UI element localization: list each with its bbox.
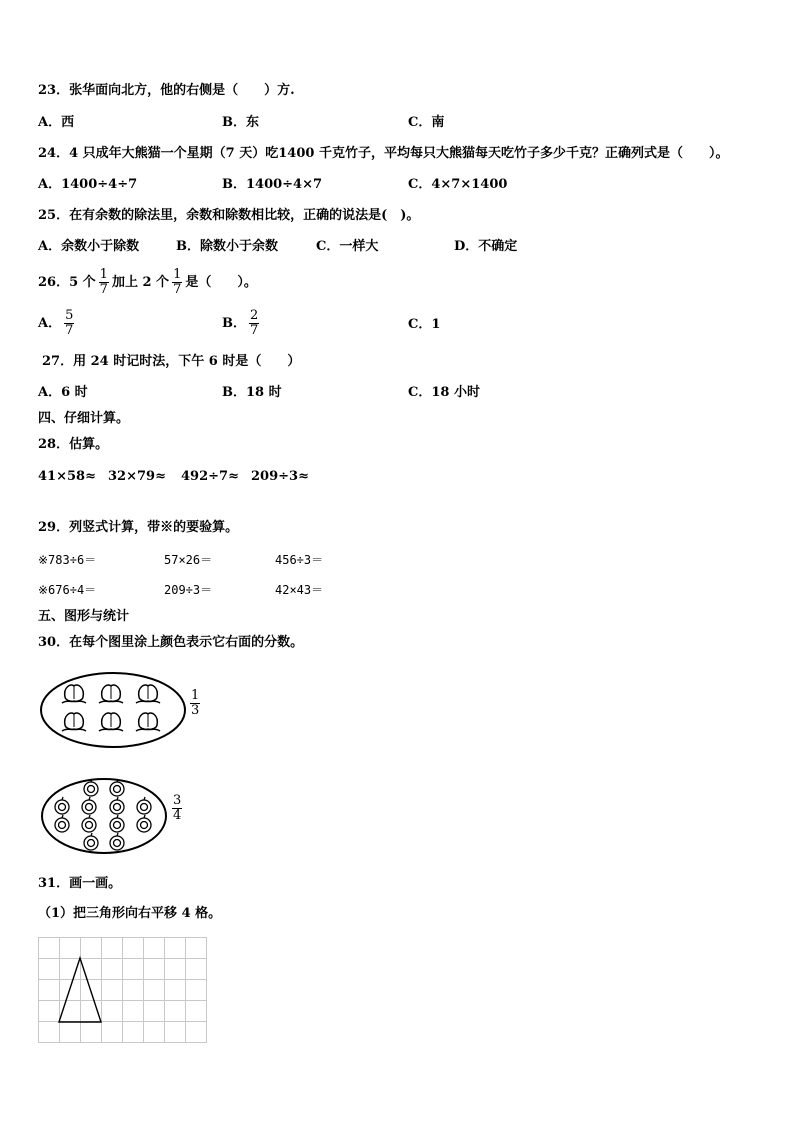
q26-option-a-denominator: 7 xyxy=(65,323,74,338)
q25-stem: 25．在有余数的除法里，余数和除数相比较，正确的说法是( )。 xyxy=(38,208,420,223)
q30-fraction-1 xyxy=(187,689,203,718)
peach-icon[interactable] xyxy=(62,713,86,731)
q26-stem-part-a: 26．5 个 xyxy=(38,275,96,290)
q26-fraction-2-numerator: 1 xyxy=(173,267,182,282)
apple-icon[interactable] xyxy=(110,797,124,814)
apple-icon[interactable] xyxy=(110,833,124,850)
q30-fraction-1-denominator: 3 xyxy=(191,703,200,718)
q24-option-b[interactable]: B．1400÷4×7 xyxy=(222,177,323,192)
q29-item: 57×26＝ xyxy=(164,553,213,567)
q30-fraction-2-denominator: 4 xyxy=(173,808,182,823)
q28-item: 32×79≈ xyxy=(108,469,166,484)
q29-item: 209÷3＝ xyxy=(164,583,213,597)
q26-stem-part-c: 是（ ）。 xyxy=(185,275,257,290)
apple-icon[interactable] xyxy=(110,779,124,796)
q26-option-b-denominator: 7 xyxy=(250,323,259,338)
q31-sub1: （1）把三角形向右平移 4 格。 xyxy=(38,906,222,921)
q26-option-a-fraction xyxy=(64,309,74,338)
q25-option-d[interactable]: D．不确定 xyxy=(454,239,518,254)
q30-fraction-1-numerator: 1 xyxy=(191,688,200,703)
apple-icon[interactable] xyxy=(55,815,69,832)
apple-icon[interactable] xyxy=(84,779,98,796)
q26-fraction-1-numerator: 1 xyxy=(99,267,108,282)
q26-option-b-numerator: 2 xyxy=(250,308,259,323)
apple-icon[interactable] xyxy=(137,815,151,832)
q29-item: ※783÷6＝ xyxy=(38,553,97,567)
apple-oval-figure[interactable] xyxy=(40,774,170,858)
section-5-heading: 五、图形与统计 xyxy=(38,609,130,624)
peach-icon[interactable] xyxy=(62,685,86,703)
peach-icon[interactable] xyxy=(99,685,123,703)
q26-option-b[interactable] xyxy=(222,307,262,341)
q24-option-c[interactable]: C．4×7×1400 xyxy=(408,177,508,192)
q23-option-b[interactable]: B．东 xyxy=(222,115,259,130)
drawing-grid[interactable] xyxy=(38,937,208,1045)
q25-option-b[interactable]: B．除数小于余数 xyxy=(176,239,278,254)
q27-option-b[interactable]: B．18 时 xyxy=(222,385,282,400)
q25-option-a[interactable]: A．余数小于除数 xyxy=(38,239,140,254)
section-4-heading: 四、仔细计算。 xyxy=(38,411,130,426)
apple-icon[interactable] xyxy=(55,797,69,814)
q26-option-b-label: B． xyxy=(222,316,246,331)
q23-option-a[interactable]: A．西 xyxy=(38,115,75,130)
q27-option-a[interactable]: A．6 时 xyxy=(38,385,88,400)
q29-item: 456÷3＝ xyxy=(275,553,324,567)
q28-item: 41×58≈ xyxy=(38,469,96,484)
q23-stem: 23．张华面向北方，他的右侧是（ ）方. xyxy=(38,83,295,98)
q29-item: 42×43＝ xyxy=(275,583,324,597)
q28-item: 492÷7≈ xyxy=(181,469,239,484)
peach-oval-figure[interactable] xyxy=(38,670,188,750)
q26-option-c[interactable]: C．1 xyxy=(408,317,441,332)
q30-fraction-2-numerator: 3 xyxy=(173,793,182,808)
q25-option-c[interactable]: C．一样大 xyxy=(316,239,379,254)
peach-icon[interactable] xyxy=(136,713,160,731)
q29-stem: 29．列竖式计算，带※的要验算。 xyxy=(38,520,239,535)
apple-icon[interactable] xyxy=(137,797,151,814)
apple-icon[interactable] xyxy=(110,815,124,832)
q26-option-b-fraction xyxy=(249,309,259,338)
q26-fraction-1 xyxy=(99,268,109,297)
q26-fraction-2-denominator: 7 xyxy=(173,282,182,297)
q27-stem: 27．用 24 时记时法，下午 6 时是（ ） xyxy=(42,354,301,369)
q30-stem: 30．在每个图里涂上颜色表示它右面的分数。 xyxy=(38,635,304,650)
q26-option-a[interactable] xyxy=(38,307,77,341)
q28-item: 209÷3≈ xyxy=(251,469,309,484)
q28-stem: 28．估算。 xyxy=(38,437,109,452)
q26-option-a-label: A． xyxy=(38,316,62,331)
q31-stem: 31．画一画。 xyxy=(38,876,122,891)
q24-option-a[interactable]: A．1400÷4÷7 xyxy=(38,177,138,192)
q23-option-c[interactable]: C．南 xyxy=(408,115,445,130)
peach-icon[interactable] xyxy=(99,713,123,731)
q26-fraction-1-denominator: 7 xyxy=(99,282,108,297)
q26-option-a-numerator: 5 xyxy=(65,308,74,323)
apple-icon[interactable] xyxy=(84,833,98,850)
q26-stem-part-b: 加上 2 个 xyxy=(111,275,170,290)
q30-fraction-2 xyxy=(169,794,185,823)
q29-item: ※676÷4＝ xyxy=(38,583,97,597)
q26-stem xyxy=(38,266,257,300)
q27-option-c[interactable]: C．18 小时 xyxy=(408,385,480,400)
apple-icon[interactable] xyxy=(82,815,96,832)
q26-fraction-2 xyxy=(172,268,182,297)
apple-icon[interactable] xyxy=(82,797,96,814)
peach-icon[interactable] xyxy=(136,685,160,703)
q24-stem: 24．4 只成年大熊猫一个星期（7 天）吃1400 千克竹子，平均每只大熊猫每天吃竹子多少千克？正确列式是（ ）。 xyxy=(38,146,729,161)
